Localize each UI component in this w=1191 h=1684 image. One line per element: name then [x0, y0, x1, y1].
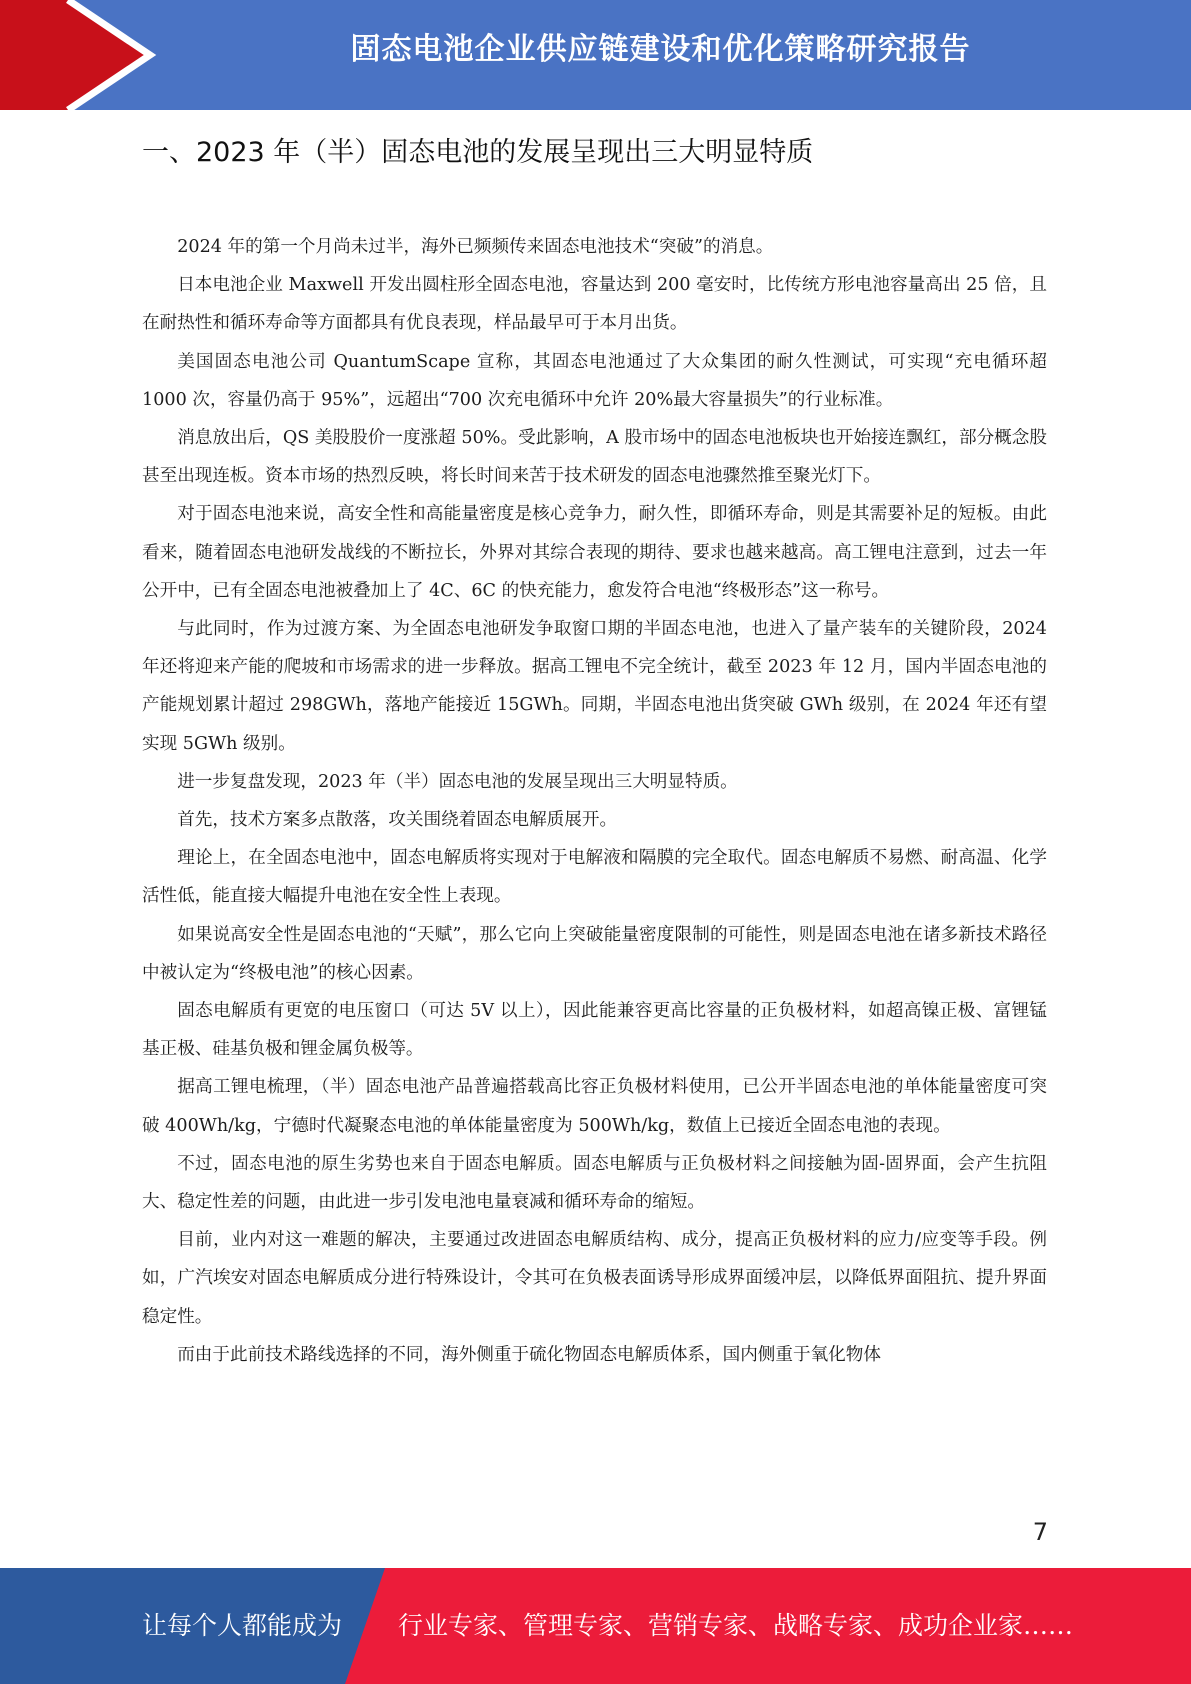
- paragraph: 与此同时，作为过渡方案、为全固态电池研发争取窗口期的半固态电池，也进入了量产装车的关键阶段，2024 年还将迎来产能的爬坡和市场需求的进一步释放。据高工锂电不完全统计，截至 2023 年 12 月，国内半固态电池的产能规划累计超过 298GWh，落地产能接近 15GWh。同期，半固态电池出货突破 GWh 级别，在 2024 年还有望实现 5GWh 级别。: [142, 619, 1047, 754]
- body-text: [142, 228, 1047, 1374]
- page-header: [0, 0, 1191, 110]
- paragraph: 固态电解质有更宽的电压窗口（可达 5V 以上），因此能兼容更高比容量的正负极材料，如超高镍正极、富锂锰基正极、硅基负极和锂金属负极等。: [142, 1001, 1047, 1060]
- paragraph: 理论上，在全固态电池中，固态电解质将实现对于电解液和隔膜的完全取代。固态电解质不易燃、耐高温、化学活性低，能直接大幅提升电池在安全性上表现。: [142, 848, 1047, 907]
- footer-slogan-left: 让每个人都能成为: [142, 1611, 343, 1640]
- report-title: 固态电池企业供应链建设和优化策略研究报告: [350, 32, 971, 67]
- paragraph: 进一步复盘发现，2023 年（半）固态电池的发展呈现出三大明显特质。: [177, 771, 738, 792]
- paragraph: 不过，固态电池的原生劣势也来自于固态电解质。固态电解质与正负极材料之间接触为固-固界面，会产生抗阻大、稳定性差的问题，由此进一步引发电池电量衰减和循环寿命的缩短。: [142, 1153, 1047, 1213]
- paragraph: 2024 年的第一个月尚未过半，海外已频频传来固态电池技术“突破”的消息。: [177, 237, 774, 257]
- paragraph: 首先，技术方案多点散落，攻关围绕着固态电解质展开。: [177, 810, 618, 831]
- page-number: 7: [1032, 1518, 1048, 1546]
- paragraph: 如果说高安全性是固态电池的“天赋”，那么它向上突破能量密度限制的可能性，则是固态电池在诸多新技术路径中被认定为“终极电池”的核心因素。: [142, 924, 1047, 983]
- red-chevron-decoration: [0, 0, 160, 110]
- paragraph: 据高工锂电梳理，（半）固态电池产品普遍搭载高比容正负极材料使用，已公开半固态电池的单体能量密度可突破 400Wh/kg，宁德时代凝聚态电池的单体能量密度为 500Wh/kg，数值上已接近全固态电池的表现。: [142, 1077, 1047, 1136]
- paragraph: 目前，业内对这一难题的解决，主要通过改进固态电解质结构、成分，提高正负极材料的应力/应变等手段。例如，广汽埃安对固态电解质成分进行特殊设计，令其可在负极表面诱导形成界面缓冲层，以降低界面阻抗、提升界面稳定性。: [142, 1230, 1047, 1327]
- paragraph: 消息放出后，QS 美股股价一度涨超 50%。受此影响，A 股市场中的固态电池板块也开始接连飘红，部分概念股甚至出现连板。资本市场的热烈反映，将长时间来苦于技术研发的固态电池骤然推至聚光灯下。: [142, 428, 1047, 487]
- paragraph: 而由于此前技术路线选择的不同，海外侧重于硫化物固态电解质体系，国内侧重于氧化物体: [177, 1344, 881, 1365]
- page-footer: [0, 1568, 1191, 1684]
- footer-slogan-right: 行业专家、管理专家、营销专家、战略专家、成功企业家……: [398, 1611, 1074, 1640]
- paragraph: 美国固态电池公司 QuantumScape 宣称，其固态电池通过了大众集团的耐久性测试，可实现“充电循环超 1000 次，容量仍高于 95%”，远超出“700 次充电循环中允许 20%最大容量损失”的行业标准。: [142, 351, 1047, 410]
- paragraph: 日本电池企业 Maxwell 开发出圆柱形全固态电池，容量达到 200 毫安时，比传统方形电池容量高出 25 倍，且在耐热性和循环寿命等方面都具有优良表现，样品最早可于本月出货。: [142, 275, 1047, 334]
- paragraph: 对于固态电池来说，高安全性和高能量密度是核心竞争力，耐久性，即循环寿命，则是其需要补足的短板。由此看来，随着固态电池研发战线的不断拉长，外界对其综合表现的期待、要求也越来越高。高工锂电注意到，过去一年公开中，已有全固态电池被叠加上了 4C、6C 的快充能力，愈发符合电池“终极形态”这一称号。: [142, 504, 1047, 601]
- section-heading: 一、2023 年（半）固态电池的发展呈现出三大明显特质: [142, 137, 814, 168]
